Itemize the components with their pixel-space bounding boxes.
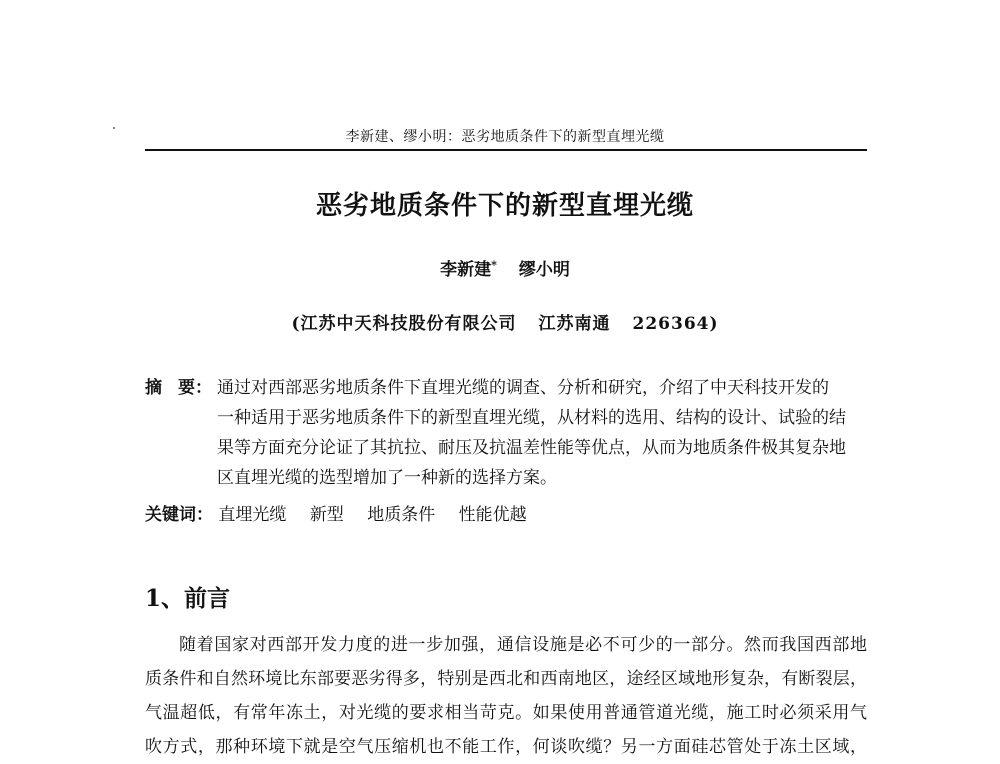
affiliation xyxy=(145,309,865,334)
affiliation-open-paren: ( xyxy=(291,314,301,334)
abstract-line: 区直埋光缆的选型增加了一种新的选择方案。 xyxy=(217,468,557,488)
author-footnote-mark: * xyxy=(491,258,497,272)
section-body xyxy=(145,628,867,764)
keyword: 性能优越 xyxy=(458,505,527,525)
abstract xyxy=(145,373,875,493)
scan-speck xyxy=(113,127,115,129)
section-heading: 1、前言 xyxy=(145,585,231,612)
abstract-line: 一种适用于恶劣地质条件下的新型直埋光缆，从材料的选用、结构的设计、试验的结 xyxy=(217,408,846,428)
body-line: 质条件和自然环境比东部要恶劣得多，特别是西北和西南地区，途经区域地形复杂，有断裂层， xyxy=(145,669,867,689)
body-line: 随着国家对西部开发力度的进一步加强，通信设施是必不可少的一部分。然而我国西部地 xyxy=(179,635,867,655)
author-first: 李新建 xyxy=(440,260,492,280)
abstract-label: 摘 要： xyxy=(145,378,212,398)
keywords xyxy=(145,500,865,530)
affiliation-company: 江苏中天科技股份有限公司 xyxy=(300,314,517,334)
author-line xyxy=(145,255,865,280)
author-second: 缪小明 xyxy=(518,260,570,280)
affiliation-postcode: 226364 xyxy=(632,314,710,334)
body-line: 吹方式，那种环境下就是空气压缩机也不能工作，何谈吹缆？另一方面硅芯管处于冻土区域， xyxy=(145,737,867,757)
abstract-line: 通过对西部恶劣地质条件下直埋光缆的调查、分析和研究，介绍了中天科技开发的 xyxy=(217,378,829,398)
header-rule xyxy=(145,149,867,151)
keyword: 新型 xyxy=(309,505,344,525)
abstract-line: 果等方面充分论证了其抗拉、耐压及抗温差性能等优点，从而为地质条件极其复杂地 xyxy=(217,438,846,458)
keywords-label: 关键词： xyxy=(145,505,213,525)
affiliation-close-paren: ) xyxy=(709,314,719,334)
keyword: 直埋光缆 xyxy=(218,505,287,525)
body-line: 气温超低，有常年冻土，对光缆的要求相当苛克。如果使用普通管道光缆，施工时必须采用气 xyxy=(145,703,867,723)
keyword: 地质条件 xyxy=(367,505,436,525)
running-header: 李新建、缪小明：恶劣地质条件下的新型直埋光缆 xyxy=(345,129,665,145)
paper-title: 恶劣地质条件下的新型直埋光缆 xyxy=(315,191,694,221)
affiliation-city: 江苏南通 xyxy=(538,314,611,334)
